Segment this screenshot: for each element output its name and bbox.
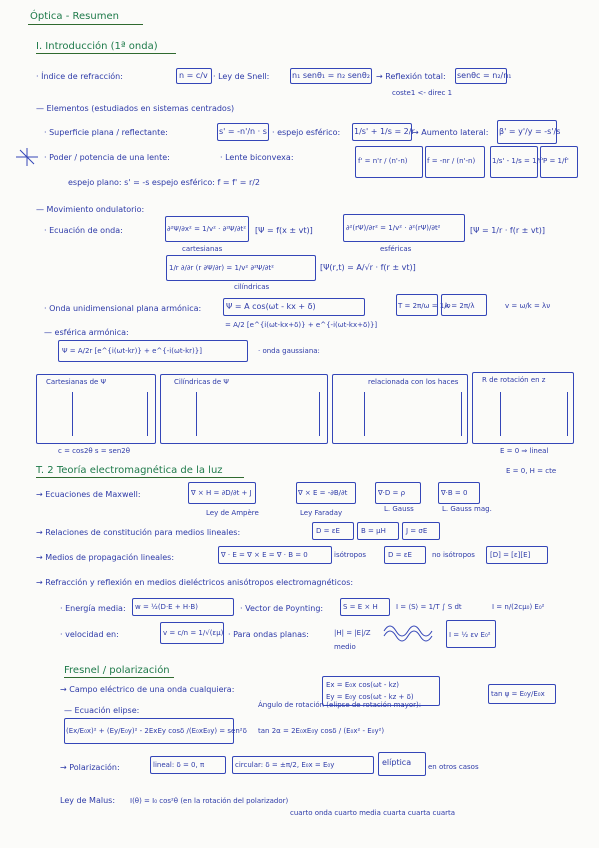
maxwell-label: → Ecuaciones de Maxwell: <box>36 490 141 499</box>
cylindrical-solution: [Ψ(r,t) = A/√r · f(r ± vt)] <box>320 263 416 272</box>
lens-power-label: · Poder / potencia de una lente: <box>44 153 170 162</box>
plane-waves-formula: |H| = |E|/Z <box>334 629 371 637</box>
period-formula: T = 2π/ω = 1/ν <box>398 302 451 310</box>
elliptical-polarization: elíptica <box>382 758 412 767</box>
spherical-wave-equation: ∂²(rΨ)/∂r² = 1/v² · ∂²(rΨ)/∂t² <box>346 224 441 232</box>
polarization-label: → Polarización: <box>60 763 120 772</box>
field-x-component: Ex = E₀x cos(ωt - kz) <box>326 681 400 689</box>
maxwell-gauss-magnetic: ∇·B = 0 <box>441 489 468 497</box>
maxwell-faraday: ∇ × E = -∂B/∂t <box>298 489 348 497</box>
spherical-harmonic-formula: Ψ = A/2r [e^{i(ωt-kr)} + e^{-i(ωt-kr)}] <box>62 347 202 355</box>
anisotropic-formula: [D] = [ε][E] <box>490 551 531 559</box>
elliptical-note: en otros casos <box>428 763 479 771</box>
maxwell-gauss: ∇·D = ρ <box>378 489 406 497</box>
cartesian-solution: [Ψ = f(x ± vt)] <box>255 226 313 235</box>
refractive-index-formula: n = c/v <box>179 71 208 80</box>
linear-media-label: → Medios de propagación lineales: <box>36 553 175 562</box>
cartesian-label: cartesianas <box>182 245 223 253</box>
snell-formula: n₁ senθ₁ = n₂ senθ₂ <box>292 71 370 80</box>
rotation-angle-label: Ángulo de rotación (elipse de rotación mayor): <box>258 701 422 709</box>
lateral-magnification-label: → Aumento lateral: <box>412 128 489 137</box>
refractive-index-label: · Índice de refracción: <box>36 72 123 81</box>
lens-sketch-icon <box>14 146 40 168</box>
constitutive-label: → Relaciones de constitución para medios lineales: <box>36 528 241 537</box>
anisotropic-label: no isótropos <box>432 551 475 559</box>
elements-label: — Elementos (estudiados en sistemas centrados) <box>36 104 235 113</box>
irradiance-formula: I = n/(2cμ₀) E₀² <box>492 603 545 611</box>
wave-motion-label: — Movimiento ondulatorio: <box>36 205 145 214</box>
spherical-mirror-formula: 1/s' + 1/s = 2/r <box>354 127 415 136</box>
page-title: Óptica - Resumen <box>30 11 119 22</box>
complex-exponential-form: = A/2 [e^{i(ωt-kx+δ)} + e^{-i(ωt-kx+δ)}] <box>225 321 378 329</box>
cylindrical-label: cilíndricas <box>234 283 270 291</box>
matrix-title-rotation: R de rotación en z <box>482 376 546 384</box>
velocity-label: · velocidad en: <box>60 630 119 639</box>
wave-velocity-formula: v = ω/k = λν <box>505 302 551 310</box>
gaussian-wave-label: · onda gaussiana: <box>258 347 320 355</box>
electric-field-label: → Campo eléctrico de una onda cualquiera: <box>60 685 235 694</box>
spherical-solution: [Ψ = 1/r · f(r ± vt)] <box>470 226 546 235</box>
footer-notes: cuarto onda cuarto media cuarta cuarta cuarta <box>290 809 456 817</box>
biconvex-lens-label: · Lente biconvexa: <box>220 153 294 162</box>
medium-label: medio <box>334 643 356 651</box>
power-formula: P = 1/f' <box>543 157 569 165</box>
total-reflection-label: → Reflexión total: <box>376 72 446 81</box>
total-reflection-formula: senθc = n₂/n₁ <box>457 71 512 80</box>
matrix-title-cartesian: Cartesianas de Ψ <box>46 378 107 386</box>
poynting-label: · Vector de Poynting: <box>240 604 324 613</box>
spherical-mirror-label: · espejo esférico: <box>272 128 341 137</box>
object-focal-formula: f = -nr / (n'-n) <box>427 157 476 165</box>
isotropic-formula: D = εE <box>388 551 412 559</box>
lateral-magnification-formula: β' = y'/y = -s'/s <box>499 127 561 136</box>
gauss-formula: 1/s' - 1/s = 1/f' <box>492 157 544 165</box>
plane-mirror-note: espejo plano: s' = -s espejo esférico: f = f' = r/2 <box>68 178 261 187</box>
linear-media-formula: ∇ · E = ∇ × E = ∇ · B = 0 <box>221 551 308 559</box>
flat-surface-label: · Superficie plana / reflectante: <box>44 128 168 137</box>
amplitude-ratio-formula: tan ψ = E₀y/E₀x <box>491 690 545 698</box>
spherical-label: esféricas <box>380 245 412 253</box>
wave-sketch-icon <box>382 618 440 644</box>
maxwell-ampere: ∇ × H = ∂D/∂t + J <box>191 489 252 497</box>
cartesian-wave-equation: ∂²Ψ/∂x² = 1/v² · ∂²Ψ/∂t² <box>167 225 247 233</box>
energy-formula: w = ½(D·E + H·B) <box>135 603 198 611</box>
harmonic-plane-wave-formula: Ψ = A cos(ωt - kx + δ) <box>226 302 316 311</box>
flat-surface-formula: s' = -n'/n · s <box>219 127 267 136</box>
refraction-reflection-label: → Refracción y reflexión en medios dieléctricos anisótropos electromagnéticos: <box>36 578 354 587</box>
matrix-title-beams: relacionada con los haces <box>368 378 459 386</box>
malus-formula: I(θ) = I₀ cos²θ (en la rotación del polarizador) <box>130 797 289 805</box>
velocity-formula: v = c/n = 1/√(εμ) <box>163 629 224 637</box>
free-field-note: E = 0, H = cte <box>506 467 557 475</box>
poynting-formula: S = E × H <box>343 603 378 611</box>
ellipse-label: — Ecuación elipse: <box>64 706 140 715</box>
constitutive-J: J = σE <box>406 527 428 535</box>
linear-note: E = 0 ⇒ lineal <box>500 447 549 455</box>
circular-polarization: circular: δ = ±π/2, E₀x = E₀y <box>235 761 335 769</box>
faraday-law-label: Ley Faraday <box>300 509 343 517</box>
gauss-law-label: L. Gauss <box>384 505 414 513</box>
cosine-note: coste1 <- direc 1 <box>392 89 453 97</box>
intensity-formula: I = ⟨S⟩ = 1/T ∫ S dt <box>396 603 462 611</box>
rotation-angle-formula: tan 2α = 2E₀xE₀y cosδ / (E₀x² - E₀y²) <box>258 727 385 735</box>
gauss-magnetic-label: L. Gauss mag. <box>442 505 492 513</box>
matrix-title-cylindrical: Cilíndricas de Ψ <box>174 378 229 386</box>
field-y-component: Ey = E₀y cos(ωt - kz + δ) <box>326 693 414 701</box>
linear-polarization: lineal: δ = 0, π <box>153 761 205 769</box>
section-heading-em: T. 2 Teoría electromagnética de la luz <box>36 465 223 476</box>
focal-length-formula: f' = n'r / (n'-n) <box>358 157 408 165</box>
malus-label: Ley de Malus: <box>60 796 116 805</box>
constitutive-D: D = εE <box>316 527 340 535</box>
energy-density-formula: I = ½ εv E₀² <box>449 631 491 639</box>
energy-label: · Energía media: <box>60 604 126 613</box>
wave-number-formula: k = 2π/λ <box>445 302 475 310</box>
ampere-law-label: Ley de Ampère <box>206 509 259 517</box>
constitutive-B: B = μH <box>361 527 386 535</box>
wave-equation-label: · Ecuación de onda: <box>44 226 123 235</box>
ellipse-formula: (Ex/E₀x)² + (Ey/E₀y)² - 2ExEy cosδ /(E₀xE₀y) = sen²δ <box>66 727 247 735</box>
plane-waves-label: · Para ondas planas: <box>228 630 309 639</box>
harmonic-plane-wave-label: · Onda unidimensional plana armónica: <box>44 304 202 313</box>
snell-label: · Ley de Snell: <box>213 72 270 81</box>
cylindrical-wave-equation: 1/r ∂/∂r (r ∂Ψ/∂r) = 1/v² ∂²Ψ/∂t² <box>169 264 274 272</box>
isotropic-label: isótropos <box>334 551 366 559</box>
section-heading: I. Introducción (1ª onda) <box>36 41 158 52</box>
matrix-legend: c = cos2θ s = sen2θ <box>58 447 130 455</box>
spherical-harmonic-label: — esférica armónica: <box>44 328 129 337</box>
section-heading-fresnel: Fresnel / polarización <box>64 665 170 676</box>
